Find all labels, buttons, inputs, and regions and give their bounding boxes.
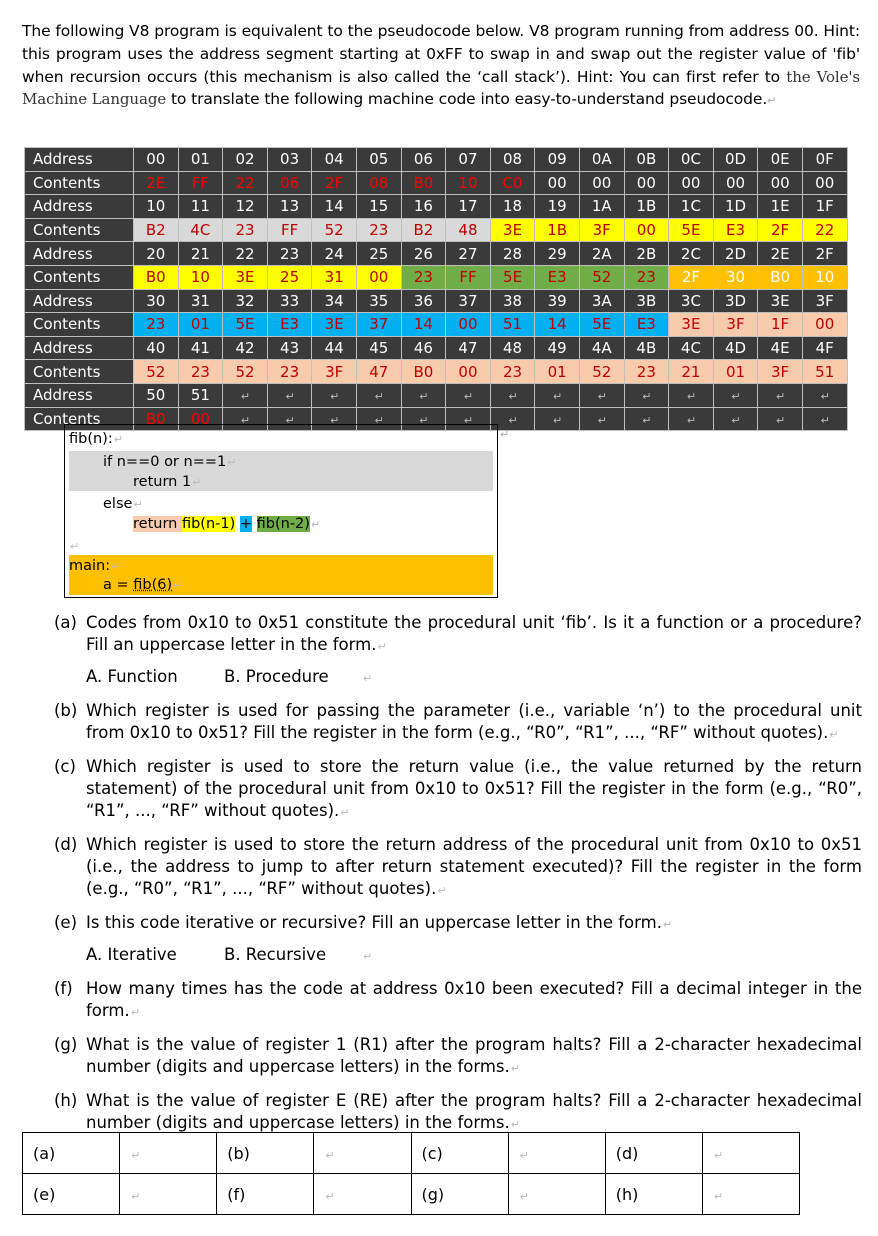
address-cell: 4D: [713, 336, 758, 360]
address-cell: 24: [312, 242, 357, 266]
main-header: main:↵: [69, 558, 121, 574]
answer-row: [23, 1133, 800, 1174]
address-label: Address: [25, 336, 134, 360]
contents-cell: 23: [401, 265, 446, 289]
answer-label-d: (d): [605, 1133, 702, 1174]
answer-label-g: (g): [411, 1174, 508, 1215]
call-fib-n-minus-2: fib(n-2): [256, 516, 310, 532]
address-cell: 2D: [713, 242, 758, 266]
address-cell: 42: [223, 336, 268, 360]
contents-cell: 1B: [535, 218, 580, 242]
contents-cell: 10: [446, 171, 491, 195]
question-label: (h): [54, 1091, 78, 1110]
address-cell: 3E: [758, 289, 803, 313]
contents-cell: 51: [802, 360, 847, 384]
address-cell: ↵: [490, 383, 535, 407]
address-cell: ↵: [401, 383, 446, 407]
intro-text-2: to translate the following machine code into easy-to-understand pseudocode.: [166, 90, 768, 109]
question: (e) Is this code iterative or recursive? Fill an uppercase letter in the form.↵: [54, 913, 673, 932]
address-cell: 20: [134, 242, 179, 266]
contents-row: [25, 218, 848, 242]
question-label: (a): [54, 613, 77, 632]
intro-reference-mono: the Vole's Machine Language: [22, 67, 860, 109]
address-cell: ↵: [356, 383, 401, 407]
contents-cell: 00: [669, 171, 714, 195]
answer-cell-e[interactable]: ↵: [120, 1174, 217, 1215]
contents-row: [25, 360, 848, 384]
paragraph-mark-icon: ↵: [767, 94, 777, 108]
address-cell: 01: [178, 148, 223, 172]
contents-cell: 00: [446, 360, 491, 384]
contents-cell: 3F: [312, 360, 357, 384]
question: (c) Which register is used to store the return value (i.e., the value returned by the return statement) of the procedural unit from 0x10 to 0x51? Fill the register in the form (e.g., “R0”, “R1”, ..., “RF” without quotes).↵: [54, 757, 862, 820]
address-cell: 13: [267, 195, 312, 219]
option-item: A. Function: [86, 667, 178, 686]
contents-cell: 14: [535, 313, 580, 337]
contents-cell: 23: [178, 360, 223, 384]
address-cell: 28: [490, 242, 535, 266]
contents-cell: B0: [134, 265, 179, 289]
address-cell: 31: [178, 289, 223, 313]
contents-cell: 00: [535, 171, 580, 195]
question-text: Which register is used for passing the parameter (i.e., variable ‘n’) to the procedural unit from 0x10 to 0x51? Fill the register in the form (e.g., “R0”, “R1”, ..., “RF” without quotes).: [86, 701, 862, 742]
contents-cell: 52: [312, 218, 357, 242]
contents-cell: 00: [624, 171, 669, 195]
address-cell: 29: [535, 242, 580, 266]
address-cell: 46: [401, 336, 446, 360]
address-label: Address: [25, 195, 134, 219]
address-cell: ↵: [802, 383, 847, 407]
call-fib-n-minus-1: fib(n-1): [181, 516, 236, 532]
contents-cell: 21: [669, 360, 714, 384]
plus-operator: +: [239, 516, 253, 532]
question-text: Is this code iterative or recursive? Fill an uppercase letter in the form.: [86, 913, 662, 932]
address-row: [25, 148, 848, 172]
address-cell: 05: [356, 148, 401, 172]
address-label: Address: [25, 383, 134, 407]
contents-cell: 48: [446, 218, 491, 242]
address-cell: 25: [356, 242, 401, 266]
question: (f) How many times has the code at address 0x10 been executed? Fill a decimal integer in the form.↵: [54, 979, 862, 1020]
address-cell: ↵: [579, 383, 624, 407]
contents-cell: 22: [223, 171, 268, 195]
pseudocode-box: [64, 424, 498, 598]
contents-cell: 5E: [579, 313, 624, 337]
address-cell: 2E: [758, 242, 803, 266]
address-cell: 50: [134, 383, 179, 407]
contents-cell: 1F: [758, 313, 803, 337]
contents-cell: 00: [178, 407, 223, 431]
question-text: Which register is used to store the return value (i.e., the value returned by the return statement) of the procedural unit from 0x10 to 0x51? Fill the register in the form (e.g., “R0”, “R1”, ..., “RF” without quotes).: [86, 757, 862, 820]
answer-cell-h[interactable]: ↵: [702, 1174, 799, 1215]
address-cell: 06: [401, 148, 446, 172]
contents-cell: ↵: [267, 407, 312, 431]
answer-label-h: (h): [605, 1174, 702, 1215]
contents-label: Contents: [25, 407, 134, 431]
contents-cell: 00: [356, 265, 401, 289]
return-keyword: return: [133, 516, 182, 532]
address-cell: 36: [401, 289, 446, 313]
question: (d) Which register is used to store the return address of the procedural unit from 0x10 to 0x51 (i.e., the address to jump to after return statement executed)? Fill the register in the form (e.g., “R0”, “R1”, ..., “RF” without quotes).↵: [54, 835, 862, 898]
contents-cell: 14: [401, 313, 446, 337]
address-cell: 0F: [802, 148, 847, 172]
contents-cell: 00: [579, 171, 624, 195]
contents-row: [25, 265, 848, 289]
answer-label-f: (f): [217, 1174, 314, 1215]
contents-cell: 01: [535, 360, 580, 384]
address-row: [25, 242, 848, 266]
address-cell: 0A: [579, 148, 624, 172]
address-row: [25, 289, 848, 313]
contents-cell: 00: [624, 218, 669, 242]
paragraph-mark-icon: ↵: [500, 428, 510, 441]
question-label: (d): [54, 835, 78, 854]
contents-cell: 23: [624, 360, 669, 384]
address-cell: 43: [267, 336, 312, 360]
contents-cell: 3F: [713, 313, 758, 337]
option-item: A. Iterative: [86, 945, 177, 964]
question: (g) What is the value of register 1 (R1) after the program halts? Fill a 2-character hexadecimal number (digits and uppercase letters) in the forms.↵: [54, 1035, 862, 1076]
contents-cell: 3E: [223, 265, 268, 289]
contents-cell: 2F: [669, 265, 714, 289]
question: (b) Which register is used for passing the parameter (i.e., variable ‘n’) to the procedural unit from 0x10 to 0x51? Fill the register in the form (e.g., “R0”, “R1”, ..., “RF” without quotes).↵: [54, 701, 862, 742]
recursive-return: return fib(n-1) + fib(n-2)↵: [133, 516, 321, 532]
address-cell: 27: [446, 242, 491, 266]
question-text: What is the value of register 1 (R1) after the program halts? Fill a 2-character hexadecimal number (digits and uppercase letters) in the forms.: [86, 1035, 862, 1076]
contents-cell: 52: [579, 265, 624, 289]
answer-grid: [22, 1132, 800, 1215]
address-cell: 33: [267, 289, 312, 313]
address-cell: 2B: [624, 242, 669, 266]
contents-label: Contents: [25, 171, 134, 195]
address-cell: 23: [267, 242, 312, 266]
contents-cell: B0: [401, 171, 446, 195]
question-label: (g): [54, 1035, 78, 1054]
address-cell: 22: [223, 242, 268, 266]
contents-label: Contents: [25, 218, 134, 242]
contents-cell: 23: [267, 360, 312, 384]
contents-row: [25, 313, 848, 337]
address-cell: 47: [446, 336, 491, 360]
contents-cell: ↵: [624, 407, 669, 431]
address-cell: 16: [401, 195, 446, 219]
contents-cell: 5E: [669, 218, 714, 242]
address-cell: 08: [490, 148, 535, 172]
answer-cell-a[interactable]: ↵: [120, 1133, 217, 1174]
address-cell: 3F: [802, 289, 847, 313]
address-cell: 41: [178, 336, 223, 360]
contents-cell: 47: [356, 360, 401, 384]
address-cell: 2C: [669, 242, 714, 266]
address-cell: 17: [446, 195, 491, 219]
address-cell: ↵: [446, 383, 491, 407]
answer-label-b: (b): [217, 1133, 314, 1174]
contents-cell: ↵: [713, 407, 758, 431]
address-label: Address: [25, 148, 134, 172]
contents-cell: 01: [178, 313, 223, 337]
contents-cell: 08: [356, 171, 401, 195]
answer-cell-c[interactable]: ↵: [508, 1133, 605, 1174]
address-cell: 12: [223, 195, 268, 219]
address-cell: 1E: [758, 195, 803, 219]
answer-label-a: (a): [23, 1133, 120, 1174]
contents-cell: 23: [624, 265, 669, 289]
question: (h) What is the value of register E (RE) after the program halts? Fill a 2-character hexadecimal number (digits and uppercase letters) in the forms.↵: [54, 1091, 862, 1132]
address-cell: 44: [312, 336, 357, 360]
question-text: Codes from 0x10 to 0x51 constitute the procedural unit ‘fib’. Is it a function or a procedure? Fill an uppercase letter in the form.: [86, 613, 862, 654]
address-cell: 48: [490, 336, 535, 360]
contents-cell: 25: [267, 265, 312, 289]
address-cell: 45: [356, 336, 401, 360]
question-options: A. Iterative B. Recursive ↵: [86, 945, 373, 964]
address-cell: 49: [535, 336, 580, 360]
else-keyword: else↵: [103, 496, 143, 512]
contents-cell: B0: [134, 407, 179, 431]
address-cell: 00: [134, 148, 179, 172]
contents-cell: 23: [490, 360, 535, 384]
address-cell: 1A: [579, 195, 624, 219]
answer-cell-f[interactable]: ↵: [314, 1174, 411, 1215]
address-cell: 04: [312, 148, 357, 172]
contents-cell: 3F: [758, 360, 803, 384]
main-call: a = fib(6)↵: [103, 577, 183, 593]
address-cell: 0B: [624, 148, 669, 172]
contents-cell: 4C: [178, 218, 223, 242]
question: (a) Codes from 0x10 to 0x51 constitute the procedural unit ‘fib’. Is it a function or a procedure? Fill an uppercase letter in the form.↵: [54, 613, 862, 654]
contents-cell: ↵: [312, 407, 357, 431]
contents-cell: ↵: [669, 407, 714, 431]
contents-cell: 52: [223, 360, 268, 384]
question-options: A. Function B. Procedure ↵: [86, 667, 373, 686]
option-item: B. Procedure: [224, 667, 329, 686]
contents-cell: 52: [579, 360, 624, 384]
address-cell: ↵: [758, 383, 803, 407]
if-condition: if n==0 or n==1↵: [103, 454, 237, 470]
contents-label: Contents: [25, 265, 134, 289]
memory-table: [24, 147, 848, 431]
address-cell: 0E: [758, 148, 803, 172]
contents-cell: 10: [178, 265, 223, 289]
contents-cell: 22: [802, 218, 847, 242]
question-label: (b): [54, 701, 78, 720]
contents-cell: FF: [267, 218, 312, 242]
contents-cell: ↵: [401, 407, 446, 431]
contents-cell: 00: [802, 313, 847, 337]
return-one: return 1↵: [133, 474, 202, 490]
address-cell: 35: [356, 289, 401, 313]
contents-cell: B2: [134, 218, 179, 242]
address-cell: 26: [401, 242, 446, 266]
contents-cell: 23: [223, 218, 268, 242]
option-item: B. Recursive: [224, 945, 327, 964]
address-cell: 21: [178, 242, 223, 266]
contents-cell: C0: [490, 171, 535, 195]
address-label: Address: [25, 242, 134, 266]
address-cell: ↵: [535, 383, 580, 407]
address-cell: 3B: [624, 289, 669, 313]
contents-cell: 5E: [490, 265, 535, 289]
contents-cell: ↵: [535, 407, 580, 431]
address-cell: 37: [446, 289, 491, 313]
contents-cell: 2F: [312, 171, 357, 195]
contents-cell: B0: [401, 360, 446, 384]
question-label: (c): [54, 757, 76, 776]
question-text: How many times has the code at address 0x10 been executed? Fill a decimal integer in the form.: [86, 979, 862, 1020]
address-cell: 4A: [579, 336, 624, 360]
contents-cell: ↵: [446, 407, 491, 431]
contents-cell: FF: [446, 265, 491, 289]
contents-cell: FF: [178, 171, 223, 195]
address-cell: 3C: [669, 289, 714, 313]
problem-intro: [22, 20, 860, 113]
question-label: (e): [54, 913, 78, 932]
contents-cell: 31: [312, 265, 357, 289]
answer-row: [23, 1174, 800, 1215]
address-row: [25, 336, 848, 360]
address-cell: 34: [312, 289, 357, 313]
answer-cell-b[interactable]: ↵: [314, 1133, 411, 1174]
address-cell: 2A: [579, 242, 624, 266]
answer-cell-g[interactable]: ↵: [508, 1174, 605, 1215]
contents-cell: ↵: [802, 407, 847, 431]
address-cell: ↵: [669, 383, 714, 407]
contents-cell: 37: [356, 313, 401, 337]
contents-cell: 06: [267, 171, 312, 195]
contents-cell: ↵: [490, 407, 535, 431]
contents-cell: 30: [713, 265, 758, 289]
contents-label: Contents: [25, 313, 134, 337]
address-cell: 02: [223, 148, 268, 172]
address-cell: 0C: [669, 148, 714, 172]
contents-cell: 00: [758, 171, 803, 195]
address-cell: 15: [356, 195, 401, 219]
contents-cell: ↵: [223, 407, 268, 431]
address-cell: 18: [490, 195, 535, 219]
address-cell: ↵: [624, 383, 669, 407]
contents-cell: ↵: [758, 407, 803, 431]
contents-cell: 3F: [579, 218, 624, 242]
contents-cell: E3: [535, 265, 580, 289]
question-text: Which register is used to store the return address of the procedural unit from 0x10 to 0x51 (i.e., the address to jump to after return statement executed)? Fill the register in the form (e.g., “R0”, “R1”, ..., “RF” without quotes).: [86, 835, 862, 898]
address-row: [25, 195, 848, 219]
address-cell: 14: [312, 195, 357, 219]
contents-cell: 3E: [490, 218, 535, 242]
contents-cell: 00: [802, 171, 847, 195]
contents-cell: E3: [713, 218, 758, 242]
contents-cell: 23: [134, 313, 179, 337]
answer-cell-d[interactable]: ↵: [702, 1133, 799, 1174]
questions-section: [54, 612, 862, 1146]
address-cell: 11: [178, 195, 223, 219]
address-cell: ↵: [267, 383, 312, 407]
address-cell: 4C: [669, 336, 714, 360]
address-label: Address: [25, 289, 134, 313]
address-cell: 2F: [802, 242, 847, 266]
contents-cell: ↵: [356, 407, 401, 431]
address-cell: ↵: [223, 383, 268, 407]
contents-cell: 3E: [669, 313, 714, 337]
contents-cell: B2: [401, 218, 446, 242]
address-cell: 3D: [713, 289, 758, 313]
contents-cell: 5E: [223, 313, 268, 337]
address-cell: 1C: [669, 195, 714, 219]
address-cell: 4E: [758, 336, 803, 360]
contents-cell: E3: [267, 313, 312, 337]
address-cell: 39: [535, 289, 580, 313]
address-cell: 1D: [713, 195, 758, 219]
contents-cell: 2F: [758, 218, 803, 242]
contents-row: [25, 171, 848, 195]
address-cell: 1F: [802, 195, 847, 219]
contents-cell: 00: [713, 171, 758, 195]
address-cell: ↵: [713, 383, 758, 407]
address-cell: 0D: [713, 148, 758, 172]
contents-cell: 01: [713, 360, 758, 384]
contents-cell: 51: [490, 313, 535, 337]
address-cell: 40: [134, 336, 179, 360]
contents-cell: ↵: [579, 407, 624, 431]
contents-cell: E3: [624, 313, 669, 337]
contents-cell: 23: [356, 218, 401, 242]
address-cell: 4B: [624, 336, 669, 360]
address-cell: 38: [490, 289, 535, 313]
address-cell: 19: [535, 195, 580, 219]
answer-label-c: (c): [411, 1133, 508, 1174]
question-text: What is the value of register E (RE) after the program halts? Fill a 2-character hexadecimal number (digits and uppercase letters) in the forms.: [86, 1091, 862, 1132]
address-cell: 30: [134, 289, 179, 313]
intro-text-1: The following V8 program is equivalent to the pseudocode below. V8 program running from address 00. Hint: this program uses the address segment starting at 0xFF to swap in and swap out the register value of 'fib' when recursion occurs (this mechanism is also called the ‘call stack’). Hint: You can first refer to: [22, 22, 860, 86]
address-cell: 1B: [624, 195, 669, 219]
contents-cell: 10: [802, 265, 847, 289]
question-label: (f): [54, 979, 73, 998]
address-cell: 03: [267, 148, 312, 172]
address-cell: 07: [446, 148, 491, 172]
contents-label: Contents: [25, 360, 134, 384]
contents-cell: B0: [758, 265, 803, 289]
fib-header: fib(n):↵: [69, 431, 123, 447]
blank-line: ↵: [70, 540, 80, 553]
contents-cell: 52: [134, 360, 179, 384]
address-row: [25, 383, 848, 407]
address-cell: 3A: [579, 289, 624, 313]
contents-cell: 2E: [134, 171, 179, 195]
address-cell: 09: [535, 148, 580, 172]
contents-cell: 00: [446, 313, 491, 337]
answer-label-e: (e): [23, 1174, 120, 1215]
address-cell: 51: [178, 383, 223, 407]
address-cell: ↵: [312, 383, 357, 407]
address-cell: 4F: [802, 336, 847, 360]
address-cell: 10: [134, 195, 179, 219]
address-cell: 32: [223, 289, 268, 313]
contents-cell: 3E: [312, 313, 357, 337]
